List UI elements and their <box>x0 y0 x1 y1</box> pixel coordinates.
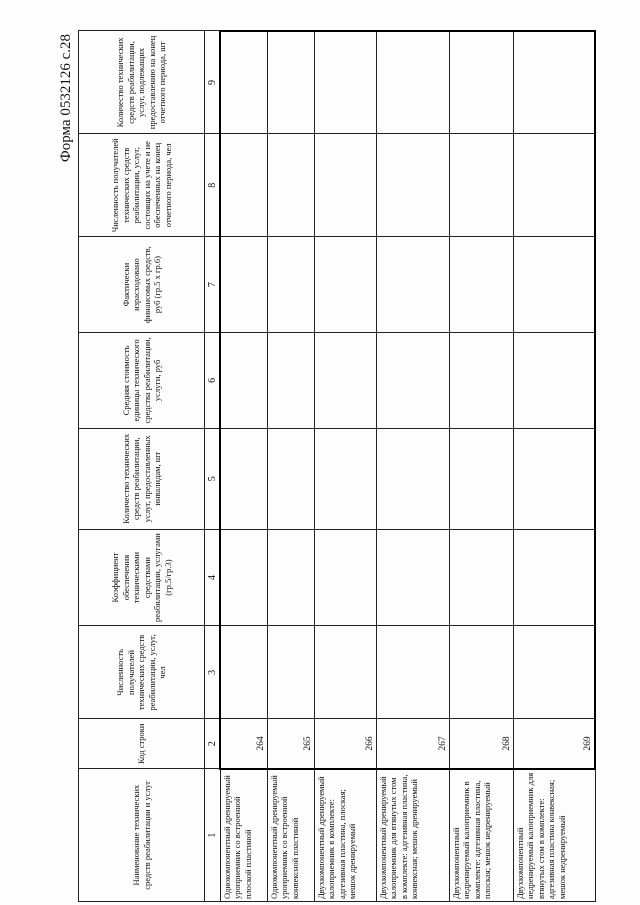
input-cell[interactable] <box>376 626 449 719</box>
rotated-form-sheet <box>58 30 599 902</box>
input-cell[interactable] <box>220 31 267 134</box>
input-cell[interactable] <box>513 529 595 626</box>
input-cell[interactable] <box>220 134 267 237</box>
input-cell[interactable] <box>449 626 513 719</box>
column-number: 9 <box>205 31 221 134</box>
column-number: 6 <box>205 333 221 429</box>
input-cell[interactable] <box>513 333 595 429</box>
input-cell[interactable] <box>449 31 513 134</box>
input-cell[interactable] <box>513 134 595 237</box>
input-cell[interactable] <box>267 428 314 529</box>
table-row <box>220 31 267 902</box>
report-table <box>78 30 596 902</box>
input-cell[interactable] <box>449 333 513 429</box>
input-cell[interactable] <box>449 237 513 333</box>
row-code: 267 <box>376 719 449 769</box>
column-header: Численность получателей технических средств реабилитации, услуг, состоящих на учете и не обеспеченных на конец отчетного периода, чел <box>79 134 205 237</box>
input-cell[interactable] <box>449 529 513 626</box>
input-cell[interactable] <box>267 237 314 333</box>
row-name: Однокомпонентный дренируемый уроприемник со встроенной плоской пластиной <box>220 769 267 902</box>
row-name: Двухкомпонентный дренируемый калоприемник для втянутых стом в комплекте: адгезивная пластина, конвексная; мешок дренируемый <box>376 769 449 902</box>
row-name: Двухкомпонентный дренируемый калоприемник в комплекте: адгезивная пластина, плоская; мешок дренируемый <box>314 769 376 902</box>
table-row <box>513 31 595 902</box>
column-header: Численность получателей технических средств реабилитации, услуг, чел <box>79 626 205 719</box>
input-cell[interactable] <box>449 428 513 529</box>
row-code: 269 <box>513 719 595 769</box>
column-header: Количество технических средств реабилитации, услуг, предоставленных инвалидам, шт <box>79 428 205 529</box>
input-cell[interactable] <box>267 626 314 719</box>
input-cell[interactable] <box>314 529 376 626</box>
input-cell[interactable] <box>376 333 449 429</box>
input-cell[interactable] <box>513 626 595 719</box>
column-number: 4 <box>205 529 221 626</box>
row-code: 268 <box>449 719 513 769</box>
row-name: Двухкомпонентный недренируемый калоприемник в комплекте: адгезивная пластина, плоская; мешок недренируемый <box>449 769 513 902</box>
column-number: 7 <box>205 237 221 333</box>
column-number: 2 <box>205 719 221 769</box>
input-cell[interactable] <box>376 134 449 237</box>
input-cell[interactable] <box>314 237 376 333</box>
table-row <box>449 31 513 902</box>
input-cell[interactable] <box>314 134 376 237</box>
input-cell[interactable] <box>449 134 513 237</box>
column-header: Фактически израсходовано финансовых средств, руб (гр.5 x гр.6) <box>79 237 205 333</box>
input-cell[interactable] <box>220 333 267 429</box>
table-row <box>314 31 376 902</box>
table-row <box>267 31 314 902</box>
input-cell[interactable] <box>513 428 595 529</box>
input-cell[interactable] <box>267 134 314 237</box>
column-header: Коэффициент обеспечения техническими средствами реабилитации, услугами (гр.5/гр.3) <box>79 529 205 626</box>
column-header: Средняя стоимость единицы технического средства реабилитации, услуги, руб <box>79 333 205 429</box>
input-cell[interactable] <box>513 31 595 134</box>
header-row <box>79 31 205 902</box>
input-cell[interactable] <box>220 428 267 529</box>
column-number: 1 <box>205 769 221 902</box>
row-code: 266 <box>314 719 376 769</box>
column-header: Наименование технических средств реабилитации и услуг <box>79 769 205 902</box>
input-cell[interactable] <box>220 237 267 333</box>
input-cell[interactable] <box>220 626 267 719</box>
input-cell[interactable] <box>314 333 376 429</box>
column-number: 5 <box>205 428 221 529</box>
column-number: 8 <box>205 134 221 237</box>
input-cell[interactable] <box>314 31 376 134</box>
input-cell[interactable] <box>376 428 449 529</box>
input-cell[interactable] <box>376 237 449 333</box>
form-label: Форма 0532126 с.28 <box>58 34 74 163</box>
input-cell[interactable] <box>267 529 314 626</box>
column-number-row <box>205 31 221 902</box>
row-code: 265 <box>267 719 314 769</box>
input-cell[interactable] <box>314 626 376 719</box>
row-name: Двухкомпонентный недренируемый калоприемник для втянутых стом в комплекте: адгезивная пластина конвексная; мешок недренируемый <box>513 769 595 902</box>
row-code: 264 <box>220 719 267 769</box>
row-name: Однокомпонентный дренируемый уроприемник со встроенной конвексной пластиной <box>267 769 314 902</box>
column-number: 3 <box>205 626 221 719</box>
input-cell[interactable] <box>314 428 376 529</box>
input-cell[interactable] <box>376 529 449 626</box>
input-cell[interactable] <box>513 237 595 333</box>
column-header: Код строки <box>79 719 205 769</box>
input-cell[interactable] <box>267 31 314 134</box>
column-header: Количество технических средств реабилитации, услуг, подлежащих предоставлению на конец отчетного периода, шт <box>79 31 205 134</box>
table-row <box>376 31 449 902</box>
input-cell[interactable] <box>267 333 314 429</box>
input-cell[interactable] <box>220 529 267 626</box>
input-cell[interactable] <box>376 31 449 134</box>
